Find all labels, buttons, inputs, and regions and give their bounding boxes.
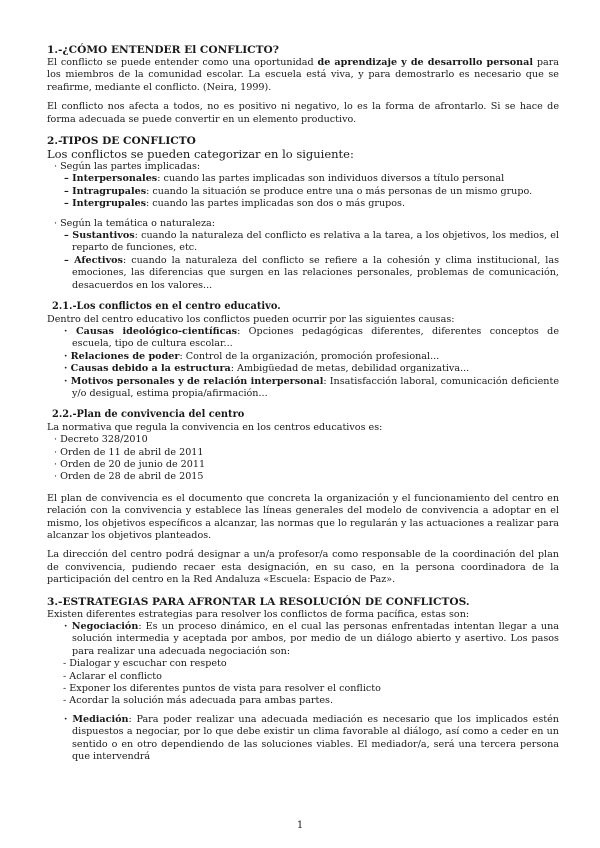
group-2-heading: · Según la temática o naturaleza:: [54, 217, 215, 229]
section-1-paragraph-1: El conflicto se puede entender como una oportunidad de aprendizaje y de desarrollo personal para los miembros de la comunidad escolar. La escuela está viva, y para demostrarlo es necesario que se reafirme, mediante el conflicto. (Neira, 1999).: [47, 57, 560, 93]
mediation-item: · Mediación: Para poder realizar una adecuada mediación es necesario que los implicados estén dispuestos a negociar, por lo que debe existir un clima favorable al diálogo, así como a ceder en un sentido o en otro dependiendo de las soluciones viables. El mediador/a, será una tercera persona que intervendrá: [64, 713, 559, 763]
list-item: – Interpersonales: cuando las partes implicadas son individuos diversos a título personal: [64, 173, 505, 185]
subsection-2-2-paragraph-1: El plan de convivencia es el documento que concreta la organización y el funcionamiento del centro en relación con la convivencia y establece las líneas generales del modelo de convivencia a adoptar en el mismo, los objetivos específicos a alcanzar, las normas que lo regularán y las actuaciones a realizar para alcanzar los objetivos planteados.: [47, 492, 559, 541]
list-item: – Afectivos: cuando la naturaleza del conflicto se refiere a la cohesión y clima institucional, las emociones, las diferencias que surgen en las relaciones personales, problemas de comunicación, desacuerdos en los valores...: [64, 254, 560, 291]
list-item: - Exponer los diferentes puntos de vista para resolver el conflicto: [63, 683, 381, 695]
subsection-2-2-paragraph-2: La dirección del centro podrá designar a un/a profesor/a como responsable de la coordinación del plan de convivencia, pudiendo recaer esta designación, en su caso, en la persona coordinadora de la participación del centro en la Red Andaluza «Escuela: Espacio de Paz».: [47, 549, 559, 586]
negotiation-item: · Negociación: Es un proceso dinámico, en el cual las personas enfrentadas intentan llegar a una solución intermedia y aceptada por ambos, por medio de un diálogo abierto y asertivo. Los pasos para realizar una adecuada negociación son:: [64, 621, 559, 657]
subsection-2-1-title: 2.1.-Los conflictos en el centro educativo.: [52, 301, 281, 313]
page-number: 1: [296, 820, 304, 831]
list-item: - Aclarar el conflicto: [63, 670, 162, 682]
list-item: · Decreto 328/2010: [54, 434, 148, 446]
list-item: – Intergrupales: cuando las partes implicadas son dos o más grupos.: [64, 198, 406, 210]
document-page: [47, 44, 559, 764]
subsection-2-2-lead: La normativa que regula la convivencia en los centros educativos es:: [47, 421, 383, 433]
section-1-title: 1.-¿CÓMO ENTENDER El CONFLICTO?: [47, 44, 279, 56]
list-item: – Sustantivos: cuando la naturaleza del conflicto es relativa a la tarea, a los objetivos, los medios, el reparto de funciones, etc.: [64, 230, 559, 254]
list-item: - Dialogar y escuchar con respeto: [63, 658, 227, 670]
list-item: · Causas debido a la estructura: Ambigüedad de metas, debilidad organizativa...: [64, 363, 470, 375]
list-item: – Intragrupales: cuando la situación se produce entre una o más personas de un mismo grupo.: [64, 185, 533, 197]
section-3-lead: Existen diferentes estrategias para resolver los conflictos de forma pacífica, estas son:: [47, 608, 470, 620]
list-item: · Motivos personales y de relación interpersonal: Insatisfacción laboral, comunicación deficiente y/o desigual, estima propia/afirmación...: [64, 375, 559, 399]
section-3-title: 3.-ESTRATEGIAS PARA AFRONTAR LA RESOLUCIÓN DE CONFLICTOS.: [47, 595, 470, 608]
section-1-paragraph-2: El conflicto nos afecta a todos, no es positivo ni negativo, lo es la forma de afrontarlo. Si se hace de forma adecuada se puede convertir en un elemento productivo.: [47, 101, 559, 125]
group-1-heading: · Según las partes implicadas:: [54, 161, 201, 173]
list-item: · Relaciones de poder: Control de la organización, promoción profesional...: [64, 350, 440, 362]
subsection-2-1-lead: Dentro del centro educativo los conflictos pueden ocurrir por las siguientes causas:: [47, 313, 455, 325]
section-2-lead: Los conflictos se pueden categorizar en lo siguiente:: [47, 147, 354, 162]
list-item: · Orden de 11 de abril de 2011: [54, 446, 204, 458]
list-item: · Orden de 28 de abril de 2015: [54, 471, 204, 483]
section-2-title: 2.-TIPOS DE CONFLICTO: [47, 135, 196, 148]
subsection-2-2-title: 2.2.-Plan de convivencia del centro: [52, 409, 245, 421]
list-item: · Causas ideológico-científicas: Opciones pedagógicas diferentes, diferentes conceptos de escuela, tipo de cultura escolar...: [64, 325, 559, 350]
list-item: · Orden de 20 de junio de 2011: [54, 458, 206, 470]
list-item: - Acordar la solución más adecuada para ambas partes.: [63, 695, 334, 707]
